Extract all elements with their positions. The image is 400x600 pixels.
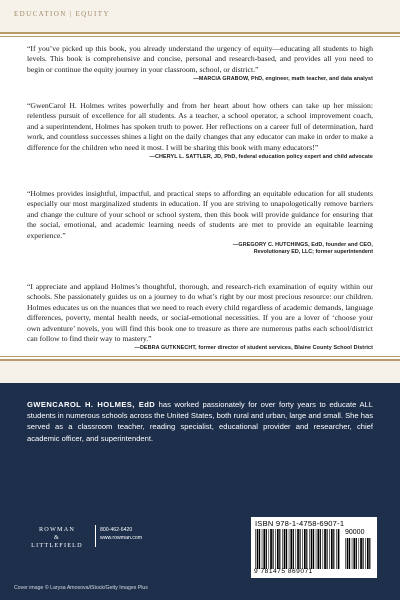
barcode-stripe bbox=[338, 529, 340, 569]
quote-text: “Holmes provides insightful, impactful, and practical steps to affording an equitable education for all students especially our most marginalized students in education. If you are striving to unapologetically remove barriers and change the culture of your school or school system, then this book will provide guidance for ensuring that the social, emotional, and academic learning needs of students are met to provide an equitable learning experience.” bbox=[27, 189, 373, 240]
category-separator: | bbox=[69, 10, 73, 18]
barcode-stripe bbox=[360, 538, 362, 569]
author-bio bbox=[27, 399, 373, 444]
barcode-stripe bbox=[259, 529, 260, 569]
barcode-stripe bbox=[345, 538, 346, 569]
barcode-stripe bbox=[317, 529, 319, 569]
barcode-stripe bbox=[284, 529, 286, 569]
publisher-contact bbox=[100, 526, 142, 542]
quote-attribution: —DEBRA GUTKNECHT, former director of student services, Blaine County School District bbox=[134, 345, 373, 352]
author-name: GWENCAROL H. HOLMES, EdD bbox=[27, 400, 156, 409]
quote-text: “I appreciate and applaud Holmes’s thoughtful, thorough, and research-rich examination of equity within our schools. She passionately guides us on a journey to do what’s right by our most precious resource: our children. Holmes educates us on the nuances that we need to reach every child regardless of academic demands, language differences, poverty, mental health needs, or social-emotional necessities. If you are a lover of ‘choose your own adventure’ novels, you will find this book one to treasure as there are numerous paths each school/district can follow to find their way to mastery.” bbox=[27, 282, 373, 344]
barcode-stripe bbox=[257, 529, 259, 569]
barcode-stripe bbox=[356, 538, 357, 569]
category-label bbox=[14, 10, 110, 18]
publisher-phone: 800-462-6420 bbox=[100, 527, 133, 533]
barcode-stripe bbox=[333, 529, 334, 569]
barcode-stripe bbox=[306, 529, 307, 569]
barcode-stripe bbox=[311, 529, 313, 569]
barcode-stripe bbox=[255, 529, 256, 569]
barcode-stripe bbox=[289, 529, 290, 569]
barcode-stripe bbox=[263, 529, 265, 569]
barcode-stripe bbox=[327, 529, 328, 569]
quote-attribution: —MARCIA GRABOW, PhD, engineer, math teacher, and data analyst bbox=[193, 76, 373, 83]
barcode-stripe bbox=[296, 529, 297, 569]
barcode-stripe bbox=[336, 529, 337, 569]
barcode-stripe bbox=[286, 529, 287, 569]
category-equity: EQUITY bbox=[75, 10, 110, 18]
endorsement-quote bbox=[27, 282, 373, 352]
publisher-name-line1: ROWMAN bbox=[38, 526, 76, 533]
barcode-stripe bbox=[329, 529, 330, 569]
barcode-stripe bbox=[324, 529, 326, 569]
barcode-stripe bbox=[316, 529, 317, 569]
endorsement-quote bbox=[27, 101, 373, 161]
barcode-icon bbox=[255, 529, 340, 569]
quote-text: “If you’ve picked up this book, you already understand the urgency of equity—educating all students to high levels. This book is comprehensive and concise, personal and research-based, and provides all you need to begin or continue the equity journey in your classroom, school, or district.” bbox=[27, 44, 373, 74]
bio-text: has worked passionately for over forty years to educate ALL students in numerous schools across the United States, both rural and urban, large and small. She has served as a classroom teacher, reading specialist, educational provider and researcher, chief academic officer, and superintendent. bbox=[27, 400, 373, 443]
barcode-stripe bbox=[262, 529, 263, 569]
publisher-name-ampersand: & bbox=[53, 534, 60, 541]
mid-rule-thin bbox=[0, 356, 400, 357]
barcode-stripe bbox=[279, 529, 280, 569]
barcode-stripe bbox=[302, 529, 303, 569]
quote-attribution: —CHERYL L. SATTLER, JD, PhD, federal education policy expert and child advocate bbox=[149, 154, 373, 161]
endorsement-quote bbox=[27, 189, 373, 256]
author-panel bbox=[0, 383, 400, 600]
publisher-divider bbox=[95, 525, 96, 547]
ean-number: 9 781475 869071 bbox=[254, 568, 313, 575]
top-rule-thick bbox=[0, 32, 400, 34]
quote-text: “GwenCarol H. Holmes writes powerfully and from her heart about how others can take up her mission: relentless pursuit of excellence for all students. As a teacher, a school operator, a school improvement coach, and a superintendent, Holmes has spoken truth to power. Her reflections on a career full of determination, hard work, and countless successes shines a light on the daily changes that any educator can make in order to make a difference for the children who need it most. I will be sharing this book with many educators!” bbox=[27, 101, 373, 152]
quote-attribution: —GREGORY C. HUTCHINGS, EdD, founder and CEO, bbox=[232, 242, 373, 249]
barcode-stripe bbox=[365, 538, 366, 569]
barcode-stripe bbox=[320, 529, 321, 569]
publisher-name-line2: LITTLEFIELD bbox=[31, 542, 83, 549]
barcode-stripe bbox=[349, 538, 350, 569]
barcode-stripe bbox=[282, 529, 283, 569]
barcode-stripe bbox=[269, 529, 270, 569]
category-education: EDUCATION bbox=[14, 10, 67, 18]
isbn-label: ISBN 978-1-4758-6907-1 bbox=[255, 519, 345, 528]
endorsement-quote bbox=[27, 44, 373, 83]
barcode-stripe bbox=[275, 529, 276, 569]
publisher-website: www.rowman.com bbox=[100, 535, 143, 541]
barcode-stripe bbox=[273, 529, 274, 569]
mid-band bbox=[0, 361, 400, 383]
top-band bbox=[0, 0, 400, 32]
barcode-stripe bbox=[369, 538, 370, 569]
barcode-stripe bbox=[313, 529, 314, 569]
publisher-logo bbox=[27, 526, 87, 550]
price-barcode-icon bbox=[345, 538, 373, 569]
endorsements-section bbox=[0, 37, 400, 356]
barcode-stripe bbox=[300, 529, 301, 569]
barcode-stripe bbox=[323, 529, 324, 569]
quote-attribution-continued: Revolutionary ED, LLC; former superintendent bbox=[253, 249, 373, 256]
barcode-stripe bbox=[347, 538, 349, 569]
barcode-stripe bbox=[304, 529, 306, 569]
barcode-stripe bbox=[293, 529, 294, 569]
price-code: 90000 bbox=[345, 529, 365, 536]
barcode-stripe bbox=[266, 529, 267, 569]
barcode-stripe bbox=[270, 529, 272, 569]
cover-image-credit: Cover image © Larysa Amosova/iStock/Getty Images Plus bbox=[14, 585, 148, 591]
barcode-stripe bbox=[353, 538, 355, 569]
barcode-stripe bbox=[363, 538, 364, 569]
barcode-stripe bbox=[359, 538, 360, 569]
barcode-stripe bbox=[290, 529, 292, 569]
barcode-stripe bbox=[352, 538, 353, 569]
barcode-stripe bbox=[277, 529, 279, 569]
barcode-stripe bbox=[297, 529, 299, 569]
barcode-stripe bbox=[331, 529, 333, 569]
barcode-box bbox=[251, 517, 377, 578]
barcode-stripe bbox=[309, 529, 310, 569]
barcode-stripe bbox=[367, 538, 369, 569]
